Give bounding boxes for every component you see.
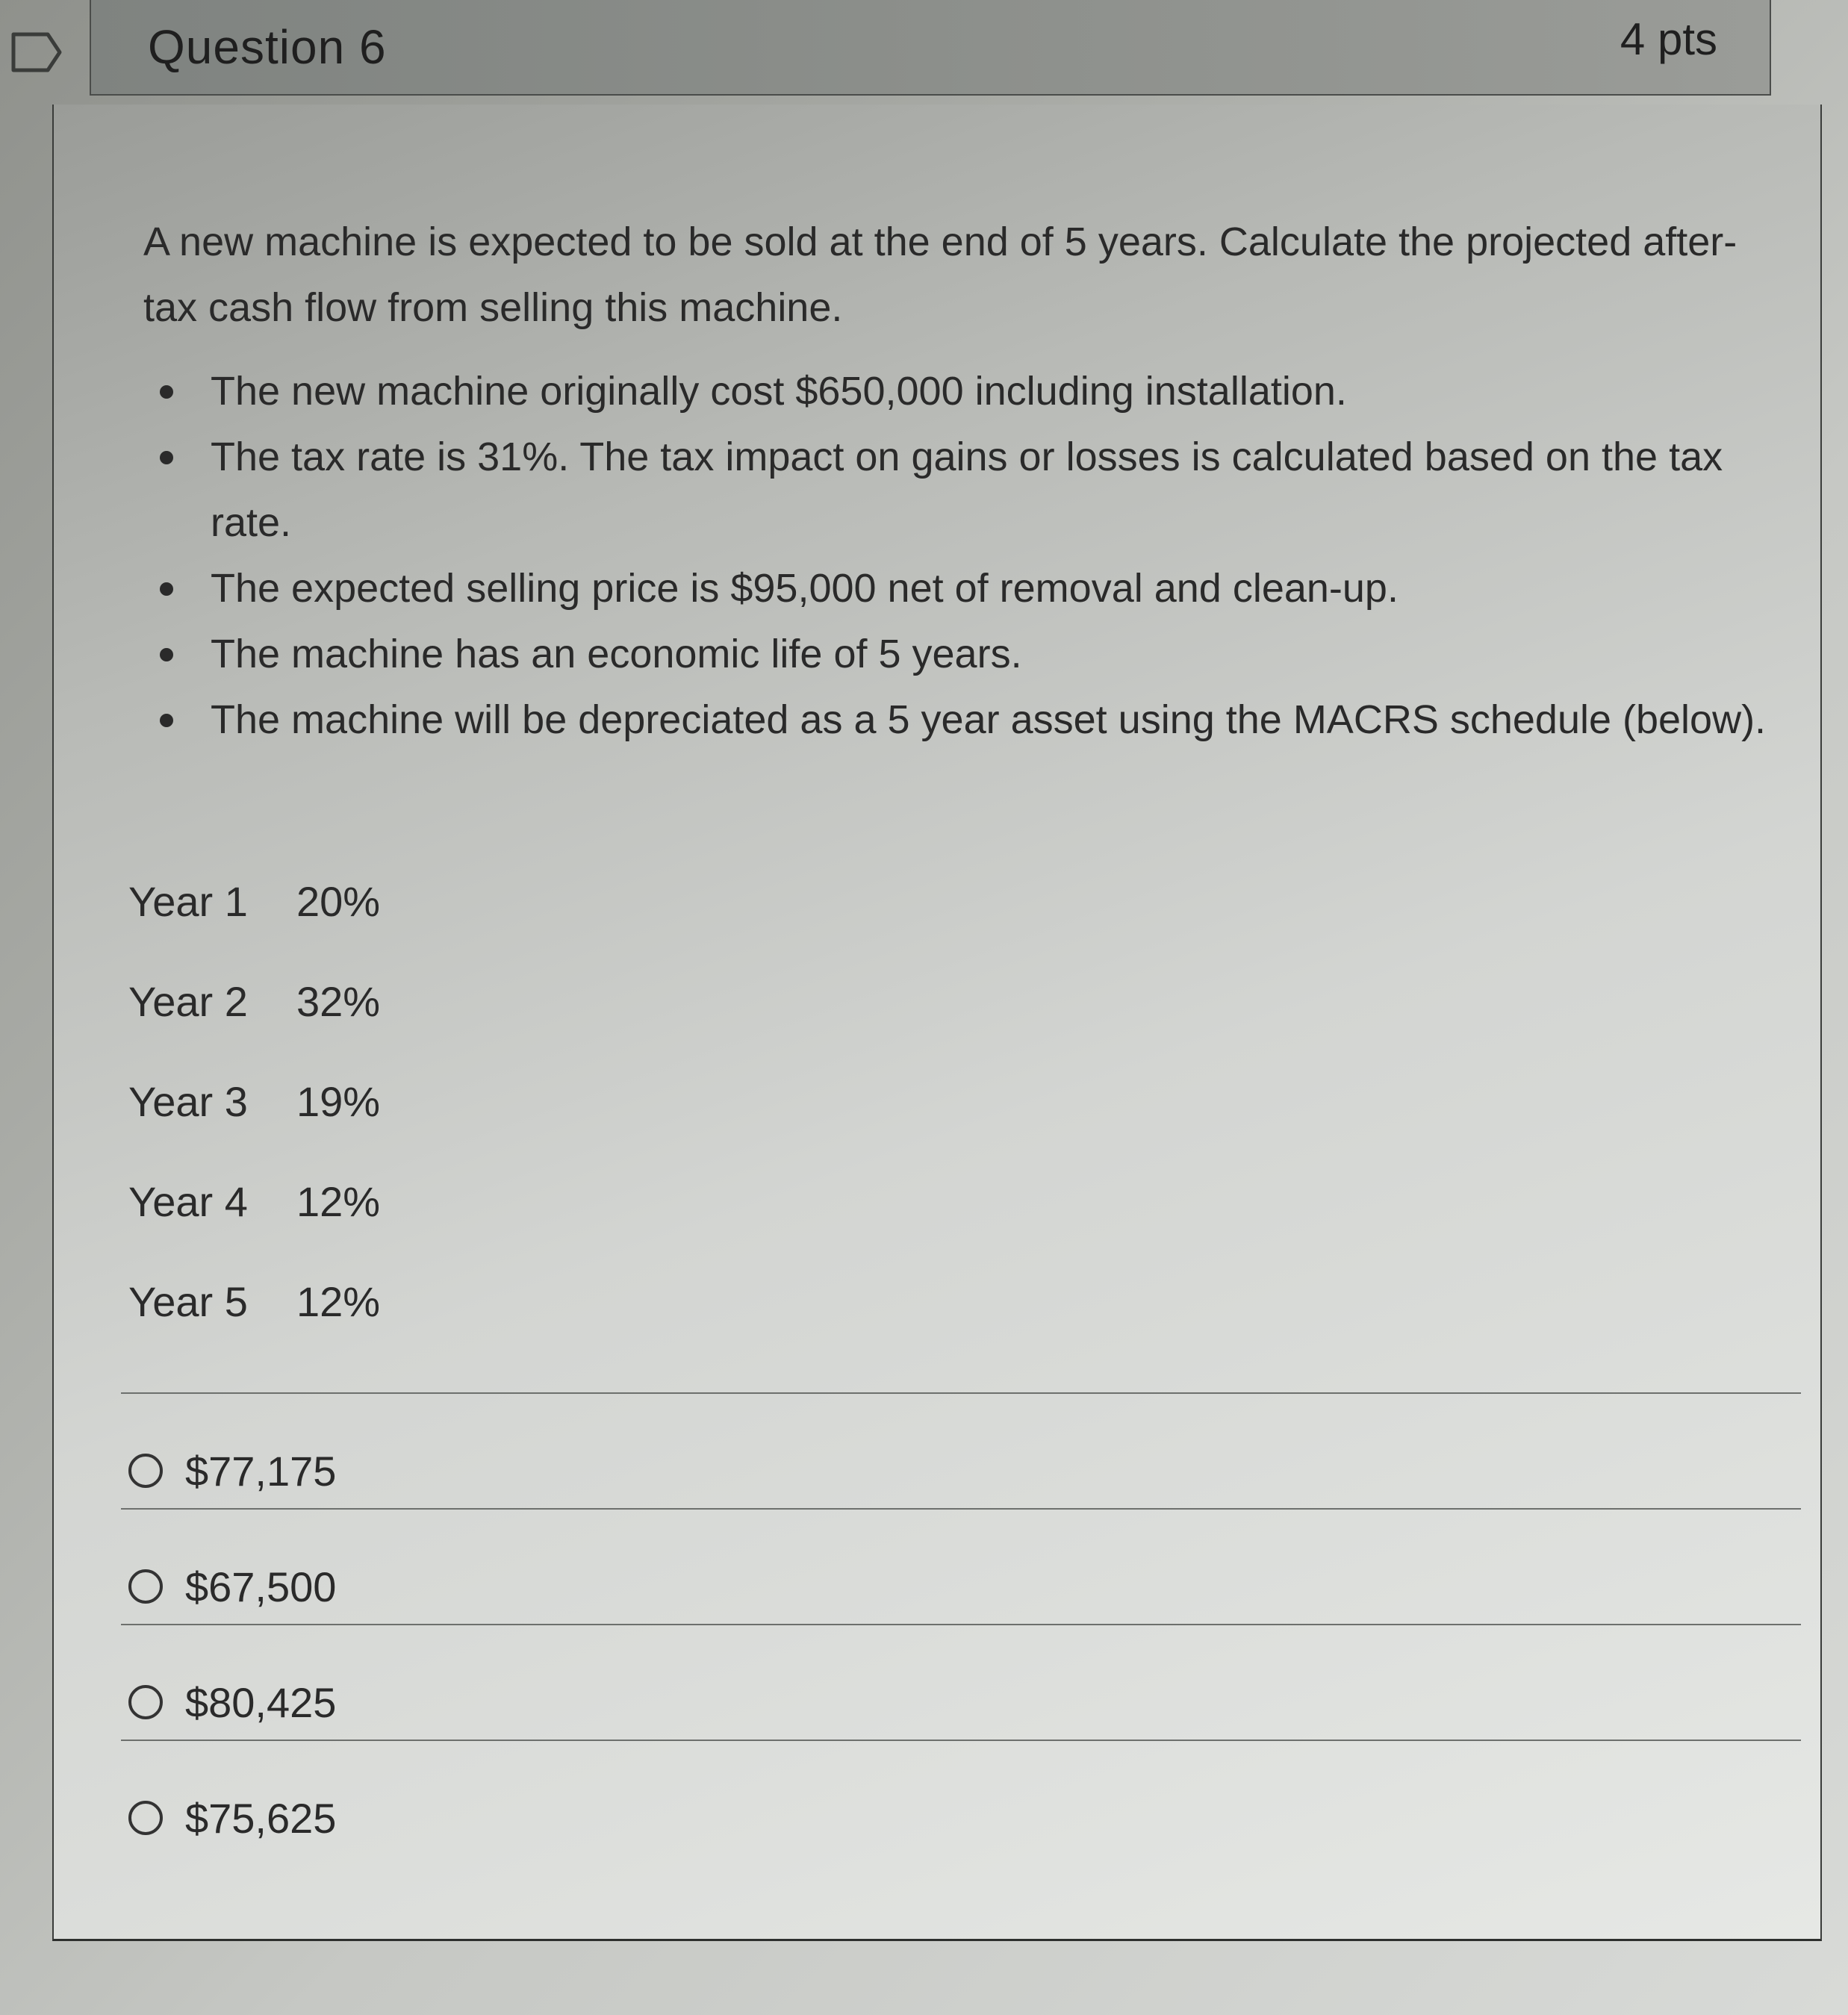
detail-item (143, 687, 1771, 753)
answer-label: $80,425 (185, 1678, 337, 1726)
schedule-year: Year 5 (128, 1277, 248, 1325)
bullet-icon (160, 648, 173, 661)
question-points: 4 pts (1620, 14, 1717, 64)
bullet-icon (160, 714, 173, 727)
bullet-icon (160, 582, 173, 596)
divider (121, 1740, 1801, 1741)
bookmark-flag-icon[interactable] (10, 31, 63, 73)
schedule-rate: 12% (296, 1277, 381, 1325)
schedule-year: Year 3 (128, 1077, 248, 1125)
answer-option[interactable] (128, 1545, 336, 1628)
detail-text: The expected selling price is $95,000 net of removal and clean-up. (211, 566, 1399, 611)
question-body (52, 105, 1822, 1941)
details-list (143, 358, 1771, 753)
divider (121, 1392, 1801, 1394)
detail-text: The machine has an economic life of 5 years. (211, 632, 1022, 676)
schedule-row (128, 1151, 380, 1251)
answer-option[interactable] (128, 1430, 336, 1512)
schedule-rate: 20% (296, 877, 381, 925)
answer-label: $67,500 (185, 1563, 337, 1610)
divider (121, 1508, 1801, 1510)
answer-label: $75,625 (185, 1794, 337, 1842)
detail-text: The new machine originally cost $650,000 including installation. (211, 369, 1347, 414)
schedule-row (128, 951, 380, 1051)
radio-button[interactable] (128, 1685, 163, 1719)
radio-button[interactable] (128, 1801, 163, 1835)
schedule-year: Year 1 (128, 877, 248, 925)
schedule-rate: 32% (296, 977, 381, 1025)
schedule-row (128, 1251, 380, 1351)
question-header (90, 0, 1771, 96)
schedule-row (128, 1051, 380, 1151)
detail-item (143, 621, 1771, 687)
question-text: A new machine is expected to be sold at the end of 5 years. Calculate the projected after-tax cash flow from selling this machine. (143, 219, 1737, 330)
schedule-rate: 19% (296, 1077, 381, 1125)
detail-text: The tax rate is 31%. The tax impact on gains or losses is calculated based on the tax rate. (211, 435, 1723, 545)
detail-item (143, 358, 1771, 424)
radio-button[interactable] (128, 1454, 163, 1488)
detail-text: The machine will be depreciated as a 5 year asset using the MACRS schedule (below). (211, 697, 1767, 742)
radio-button[interactable] (128, 1569, 163, 1604)
answer-option[interactable] (128, 1777, 336, 1859)
schedule-row (128, 851, 380, 951)
schedule-year: Year 4 (128, 1177, 248, 1225)
detail-item (143, 424, 1771, 555)
answer-label: $77,175 (185, 1447, 337, 1495)
macrs-schedule (128, 851, 380, 1351)
schedule-year: Year 2 (128, 977, 248, 1025)
schedule-rate: 12% (296, 1177, 381, 1225)
bullet-icon (160, 385, 173, 399)
detail-item (143, 555, 1771, 621)
answer-option[interactable] (128, 1661, 336, 1743)
question-title: Question 6 (148, 20, 387, 74)
divider (121, 1624, 1801, 1625)
bullet-icon (160, 451, 173, 464)
